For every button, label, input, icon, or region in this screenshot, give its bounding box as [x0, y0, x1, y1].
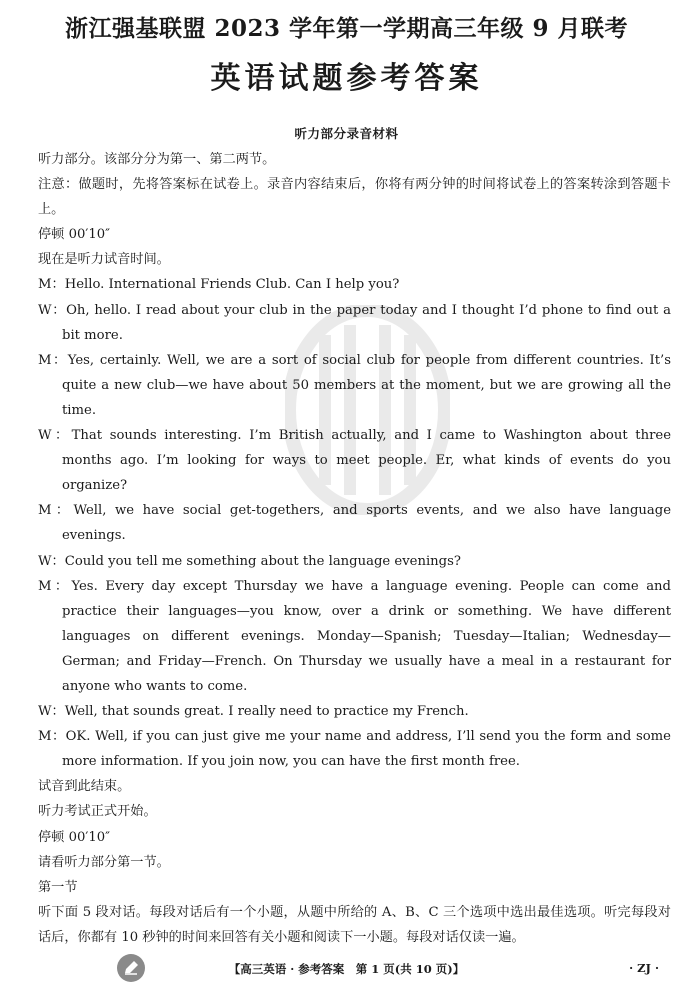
dialogue-line-1: M：Hello. International Friends Club. Can I help you? — [38, 277, 400, 293]
exam-title: 浙江强基联盟 2023 学年第一学期高三年级 9 月联考 — [64, 15, 629, 42]
line-19: 听下面 5 段对话。每段对话后有一个小题，从题中所给的 A、B、C 三个选项中选出最佳选项。听完每段对话后，你都有 10 秒钟的时间来回答有关小题和阅读下一小题。每段对话仅读一遍。 — [38, 904, 671, 945]
line-18: 第一节 — [38, 879, 78, 895]
dialogue-line-2: W：Oh, hello. I read about your club in the paper today and I thought I’d phone to find out a bit more. — [38, 302, 671, 343]
line-3: 停顿 00′10″ — [38, 227, 111, 243]
dialogue-line-9: M：OK. Well, if you can just give me your name and address, I’ll send you the form and some more information. If you join now, you can have the first month free. — [38, 729, 671, 770]
line-4: 现在是听力试音时间。 — [38, 252, 170, 268]
dialogue-line-8: W：Well, that sounds great. I really need to practice my French. — [38, 704, 469, 720]
line-14: 试音到此结束。 — [38, 779, 131, 795]
dialogue-line-4: W：That sounds interesting. I’m British actually, and I came to Washington about three months ago. I’m looking for ways to meet people. Er, what kinds of events do you organize? — [38, 428, 671, 494]
answer-key-title: 英语试题参考答案 — [210, 61, 483, 96]
transcript-body — [38, 147, 671, 950]
line-1: 听力部分。该部分分为第一、第二两节。 — [38, 152, 276, 167]
dialogue-line-6: W：Could you tell me something about the language evenings? — [38, 553, 461, 569]
dialogue-line-7: M：Yes. Every day except Thursday we have a language evening. People can come and practice their languages—you know, over a drink or something. We have different languages on different evenings. Monday—Spanish; Tuesday—Italian; Wednesday—German; and Friday—French. On Thursday we usually have a meal in a restaurant for anyone who wants to come. — [38, 578, 671, 694]
section-title: 听力部分录音材料 — [294, 126, 399, 141]
line-16: 停顿 00′10″ — [38, 829, 111, 845]
line-17: 请看听力部分第一节。 — [38, 854, 170, 870]
footer-region-code: · ZJ · — [629, 961, 659, 975]
dialogue-line-3: M：Yes, certainly. Well, we are a sort of social club for people from different countries. It’s quite a new club—we have about 50 members at the moment, but we are growing all the time. — [38, 352, 671, 418]
dialogue-line-5: M：Well, we have social get-togethers, and sports events, and we also have language evenings. — [38, 503, 671, 544]
line-2: 注意：做题时，先将答案标在试卷上。录音内容结束后，你将有两分钟的时间将试卷上的答案转涂到答题卡上。 — [38, 177, 671, 218]
page-footer: 【高三英语 · 参考答案 第 1 页(共 10 页)】 — [228, 962, 465, 976]
line-15: 听力考试正式开始。 — [38, 804, 157, 820]
